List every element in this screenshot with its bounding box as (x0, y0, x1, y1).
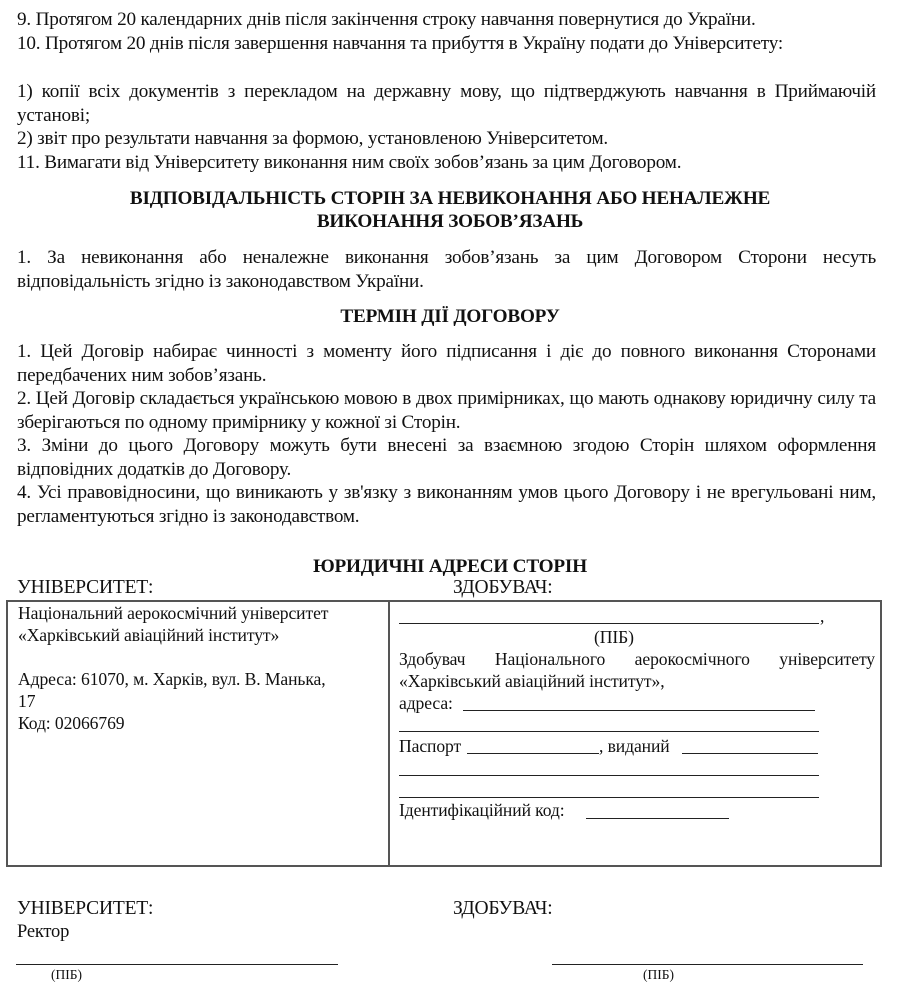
applicant-issued-label: , виданий (599, 736, 670, 756)
obligation-item-10: 10. Протягом 20 днів після завершення навчання та прибуття в Україну подати до Університету: (17, 33, 783, 54)
university-name-line1: Національний аерокосмічний університет (18, 603, 329, 623)
applicant-passport-field[interactable] (467, 753, 599, 754)
addresses-university-label: УНІВЕРСИТЕТ: (17, 577, 154, 598)
applicant-signature-caption: (ПІБ) (643, 967, 674, 982)
applicant-name-comma: , (820, 606, 825, 626)
addresses-heading: ЮРИДИЧНІ АДРЕСИ СТОРІН (313, 556, 587, 577)
obligation-item-11: 11. Вимагати від Університету виконання ним своїх зобов’язань за цим Договором. (17, 152, 682, 173)
university-address-line2: 17 (18, 691, 36, 711)
addresses-applicant-label: ЗДОБУВАЧ: (453, 577, 553, 598)
university-signature-line[interactable] (16, 964, 338, 965)
term-item-4: 4. Усі правовідносини, що виникають у зв'язку з виконанням умов цього Договору і не врегульовані ним, регламентуються згідно із законодавством. (17, 482, 876, 527)
table-divider (388, 602, 390, 865)
obligation-item-10-1: 1) копії всіх документів з перекладом на державну мову, що підтверджують навчання в Приймаючій установі; (17, 81, 876, 126)
term-item-2: 2. Цей Договір складається українською мовою в двох примірниках, що мають однакову юридичну силу та зберігаються по одному примірнику у кожної зі Сторін. (17, 388, 876, 433)
signature-rector-label: Ректор (17, 922, 70, 942)
applicant-desc-line1: Здобувач Національного аерокосмічного університету (399, 649, 875, 669)
applicant-name-caption: (ПІБ) (594, 627, 634, 647)
applicant-passport-label: Паспорт (399, 736, 462, 756)
term-item-3: 3. Зміни до цього Договору можуть бути внесені за взаємною згодою Сторін шляхом оформлення відповідних додатків до Договору. (17, 435, 876, 480)
liability-heading-line2: ВИКОНАННЯ ЗОБОВ’ЯЗАНЬ (316, 211, 584, 232)
applicant-id-code-field[interactable] (586, 818, 729, 819)
applicant-address-field-2[interactable] (399, 731, 819, 732)
signature-applicant-label: ЗДОБУВАЧ: (453, 898, 553, 919)
applicant-id-code-label: Ідентифікаційний код: (399, 800, 565, 820)
university-name-line2: «Харківський авіаційний інститут» (18, 625, 280, 645)
applicant-address-label: адреса: (399, 693, 453, 713)
applicant-extra-field-2[interactable] (399, 797, 819, 798)
applicant-extra-field-1[interactable] (399, 775, 819, 776)
liability-heading-line1: ВІДПОВІДАЛЬНІСТЬ СТОРІН ЗА НЕВИКОНАННЯ АБО НЕНАЛЕЖНЕ (129, 188, 771, 209)
university-address-line1: Адреса: 61070, м. Харків, вул. В. Манька, (18, 669, 326, 689)
applicant-name-field[interactable] (399, 623, 819, 624)
applicant-desc-line2: «Харківський авіаційний інститут», (399, 671, 665, 691)
addresses-table (6, 600, 882, 867)
obligation-item-10-2: 2) звіт про результати навчання за формою, установленою Університетом. (17, 128, 609, 149)
liability-item-1: 1. За невиконання або неналежне виконання зобов’язань за цим Договором Сторони несуть відповідальність згідно із законодавством України. (17, 247, 876, 292)
university-code: Код: 02066769 (18, 713, 125, 733)
applicant-address-field[interactable] (463, 710, 815, 711)
term-heading: ТЕРМІН ДІЇ ДОГОВОРУ (340, 306, 560, 327)
obligation-item-9: 9. Протягом 20 календарних днів після закінчення строку навчання повернутися до України. (17, 9, 756, 30)
applicant-signature-line[interactable] (552, 964, 863, 965)
applicant-issued-field[interactable] (682, 753, 818, 754)
signature-university-label: УНІВЕРСИТЕТ: (17, 898, 154, 919)
term-item-1: 1. Цей Договір набирає чинності з моменту його підписання і діє до повного виконання Сторонами передбачених ним зобов’язань. (17, 341, 876, 386)
university-signature-caption: (ПІБ) (51, 967, 82, 982)
